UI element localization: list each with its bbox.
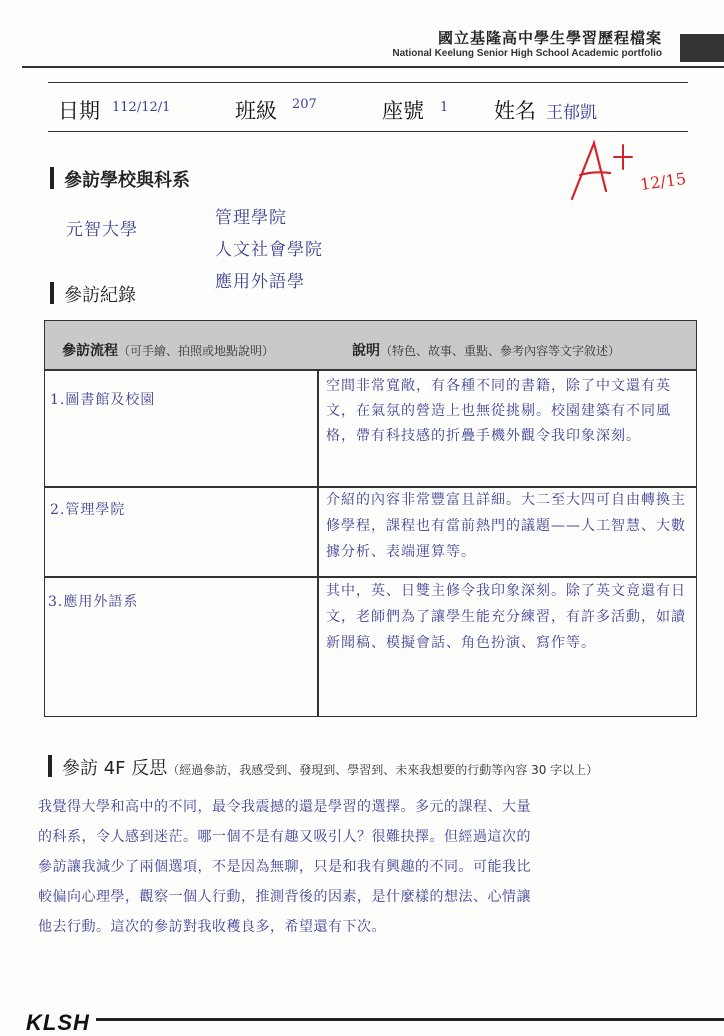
section1-title: 參訪學校與科系 [64, 170, 190, 191]
reflection-line: 他去行動。這次的參訪對我收穫良多，希望還有下次。 [38, 919, 386, 935]
reflection-line: 較偏向心理學，觀察一個人行動，推測背後的因素，是什麼樣的想法、心情讓 [38, 889, 531, 905]
table-row-desc: 其中，英、日雙主修令我印象深刻。除了英文竟還有日文，老師們為了讓學生能充分練習，有許多活動，如讀新聞稿、模擬會話、角色扮演、寫作等。 [326, 583, 686, 651]
footer-strip [0, 1010, 724, 1035]
col1-header-note: （可手繪、拍照或地點說明） [118, 344, 275, 358]
university-name: 元智大學 [66, 220, 138, 240]
section3-note: （經過參訪，我感受到、發現到、學習到、未來我想要的行動等內容 30 字以上） [167, 763, 599, 777]
table-row-step: 3.應用外語系 [48, 594, 139, 610]
reflection-line: 我覺得大學和高中的不同，最令我震撼的還是學習的選擇。多元的課程、大量 [38, 799, 531, 815]
reflection-line: 的科系，令人感到迷茫。哪一個不是有趣又吸引人？很難抉擇。但經過這次的 [38, 829, 531, 845]
section2-title: 參訪紀錄 [64, 285, 136, 306]
section1-bar [50, 167, 54, 189]
section3-bar [48, 755, 52, 777]
col1-header-label: 參訪流程 [62, 343, 118, 359]
section2-bar [50, 282, 54, 304]
grade-mark-icon [560, 133, 700, 203]
col2-header [352, 340, 620, 360]
table-row-desc: 介紹的內容非常豐富且詳細。大二至大四可自由轉換主修學程，課程也有當前熱門的議題——人工智慧、大數據分析、表端運算等。 [326, 492, 686, 560]
header-block [680, 34, 724, 62]
grade-date: 12/15 [638, 168, 688, 195]
table-row-step: 2.管理學院 [50, 502, 126, 518]
section3-title: 參訪 4F 反思 [62, 758, 168, 779]
section3-heading [62, 754, 598, 780]
seat-label: 座號 [382, 99, 424, 123]
col2-header-note: （特色、故事、重點、參考內容等文字敘述） [380, 344, 621, 358]
reflection-text [38, 792, 531, 942]
dept-3: 應用外語學 [215, 272, 305, 292]
date-value: 112/12/1 [112, 100, 171, 115]
class-label: 班級 [235, 99, 277, 123]
footer-logo: KLSH [26, 1010, 90, 1035]
table-row-desc: 空間非常寬敞，有各種不同的書籍，除了中文還有英文，在氣氛的營造上也無從挑剔。校園建築有不同風格，帶有科技感的折疊手機外觀令我印象深刻。 [326, 378, 671, 444]
school-title-cn: 國立基隆高中學生學習歷程檔案 [437, 29, 662, 47]
footer-rule [96, 1018, 724, 1021]
table-column-rule [317, 369, 319, 717]
reflection-line: 參訪讓我減少了兩個選項，不是因為無聊，只是和我有興趣的不同。可能我比 [38, 859, 531, 875]
class-value: 207 [292, 97, 317, 112]
col2-header-label: 說明 [352, 343, 380, 359]
seat-value: 1 [440, 100, 449, 115]
name-label: 姓名 [494, 99, 536, 123]
school-title-en: National Keelung Senior High School Academic portfolio [392, 48, 662, 59]
dept-1: 管理學院 [215, 208, 287, 228]
col1-header [62, 340, 274, 360]
dept-2: 人文社會學院 [215, 240, 323, 260]
table-header-rule [44, 369, 697, 371]
table-row-step: 1.圖書館及校園 [50, 392, 156, 408]
header-rule [22, 66, 724, 68]
name-value: 王郁凱 [546, 103, 597, 123]
date-label: 日期 [58, 99, 100, 123]
grade-mark [566, 133, 567, 134]
